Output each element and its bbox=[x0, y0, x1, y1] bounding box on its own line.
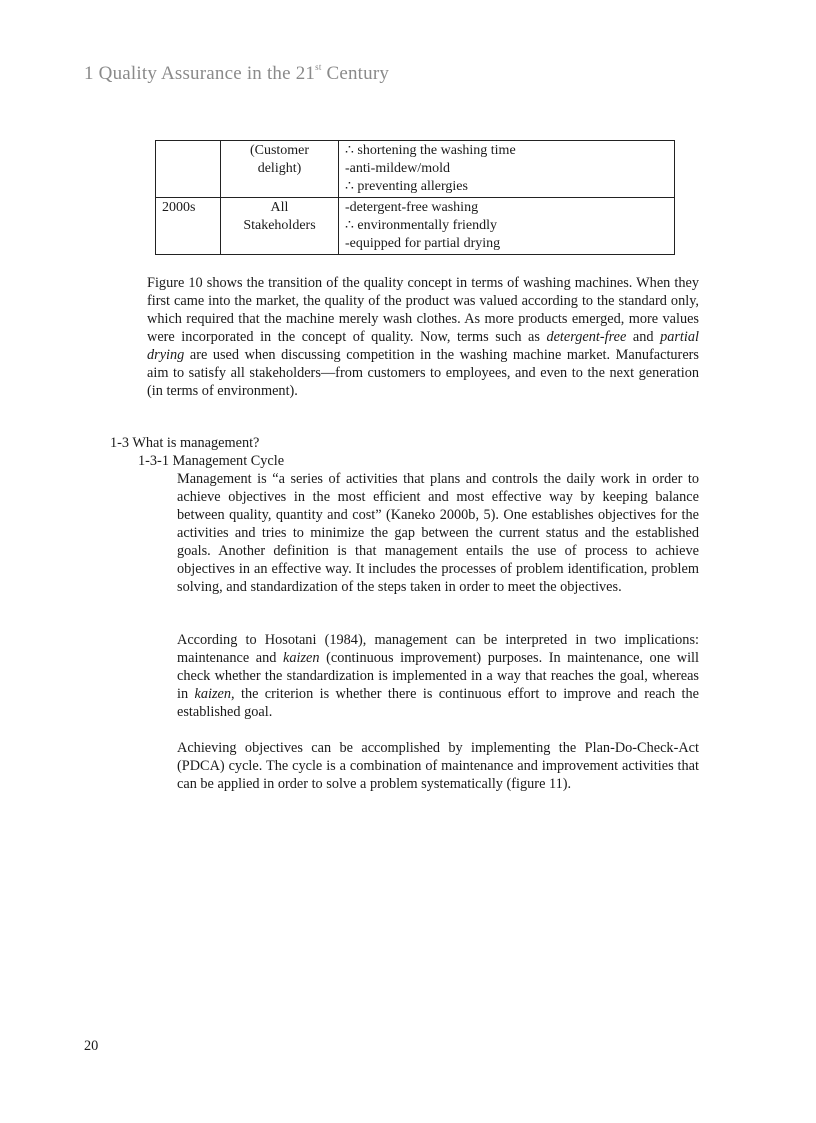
value-line: ∴ preventing allergies bbox=[345, 179, 468, 194]
value-line: ∴ environmentally friendly bbox=[345, 218, 497, 233]
target-cell bbox=[221, 141, 339, 198]
quality-concept-table bbox=[155, 140, 675, 255]
value-cell bbox=[339, 198, 675, 255]
era-cell bbox=[156, 141, 221, 198]
paragraph-washing-machines bbox=[147, 274, 699, 400]
section-heading: 1-3 What is management? bbox=[110, 435, 260, 451]
running-head-superscript: st bbox=[315, 62, 322, 72]
paragraph-text: are used when discussing competition in the washing machine market. Manufacturers aim to satisfy all stakeholders—from customers to employees, and even to the next generation (in terms of environment). bbox=[147, 347, 699, 399]
table-row bbox=[156, 141, 675, 198]
paragraph-text: , the criterion is whether there is continuous effort to improve and reach the established goal. bbox=[177, 686, 699, 720]
value-line: -equipped for partial drying bbox=[345, 236, 501, 251]
emphasis-term: partial drying bbox=[147, 329, 699, 363]
paragraph-text: (continuous improvement) purposes. In maintenance, one will check whether the standardization is implemented in a way that reaches the goal, whereas in bbox=[177, 650, 699, 702]
paragraph-text: According to Hosotani (1984), management can be interpreted in two implications: maintenance and bbox=[177, 632, 699, 666]
target-line: delight) bbox=[257, 161, 302, 176]
paragraph-text: Figure 10 shows the transition of the quality concept in terms of washing machines. When they first came into the market, the quality of the product was valued according to the standard only, which required that the machine merely wash clothes. As more products emerged, more values were incorporated in the concept of quality. Now, terms such as bbox=[147, 275, 699, 345]
value-line: -anti-mildew/mold bbox=[345, 161, 450, 176]
paragraph-pdca: Achieving objectives can be accomplished by implementing the Plan-Do-Check-Act (PDCA) cycle. The cycle is a combination of maintenance and improvement activities that can be applied in order to solve a problem systematically (figure 11). bbox=[177, 740, 699, 792]
emphasis-term: detergent-free bbox=[546, 329, 627, 345]
paragraph-text: and bbox=[626, 329, 661, 345]
emphasis-term: kaizen bbox=[283, 650, 320, 666]
target-line: (Customer bbox=[249, 143, 310, 158]
paragraph-hosotani bbox=[177, 631, 699, 721]
value-cell bbox=[339, 141, 675, 198]
subsection-heading: 1-3-1 Management Cycle bbox=[138, 453, 285, 469]
running-head bbox=[84, 62, 389, 85]
target-cell bbox=[221, 198, 339, 255]
paragraph-management-definition: Management is “a series of activities that plans and controls the daily work in order to achieve objectives in the most efficient and most effective way by keeping balance between quality, quantity and cost” (Kaneko 2000b, 5). One establishes objectives for the activities and tries to minimize the gap between the current status and the established goals. Another definition is that management entails the use of process to achieve objectives in an effective way. It includes the processes of problem identification, problem solving, and standardization of the steps taken in order to meet the objectives. bbox=[177, 471, 699, 595]
target-line: Stakeholders bbox=[243, 218, 316, 233]
target-line: All bbox=[270, 200, 289, 215]
page-number: 20 bbox=[84, 1038, 99, 1054]
value-line: ∴ shortening the washing time bbox=[345, 143, 516, 158]
table-row bbox=[156, 198, 675, 255]
era-cell: 2000s bbox=[156, 198, 221, 255]
running-head-suffix: Century bbox=[321, 63, 390, 84]
value-line: -detergent-free washing bbox=[345, 200, 479, 215]
emphasis-term: kaizen bbox=[194, 686, 232, 702]
running-head-prefix: 1 Quality Assurance in the 21 bbox=[84, 63, 316, 84]
